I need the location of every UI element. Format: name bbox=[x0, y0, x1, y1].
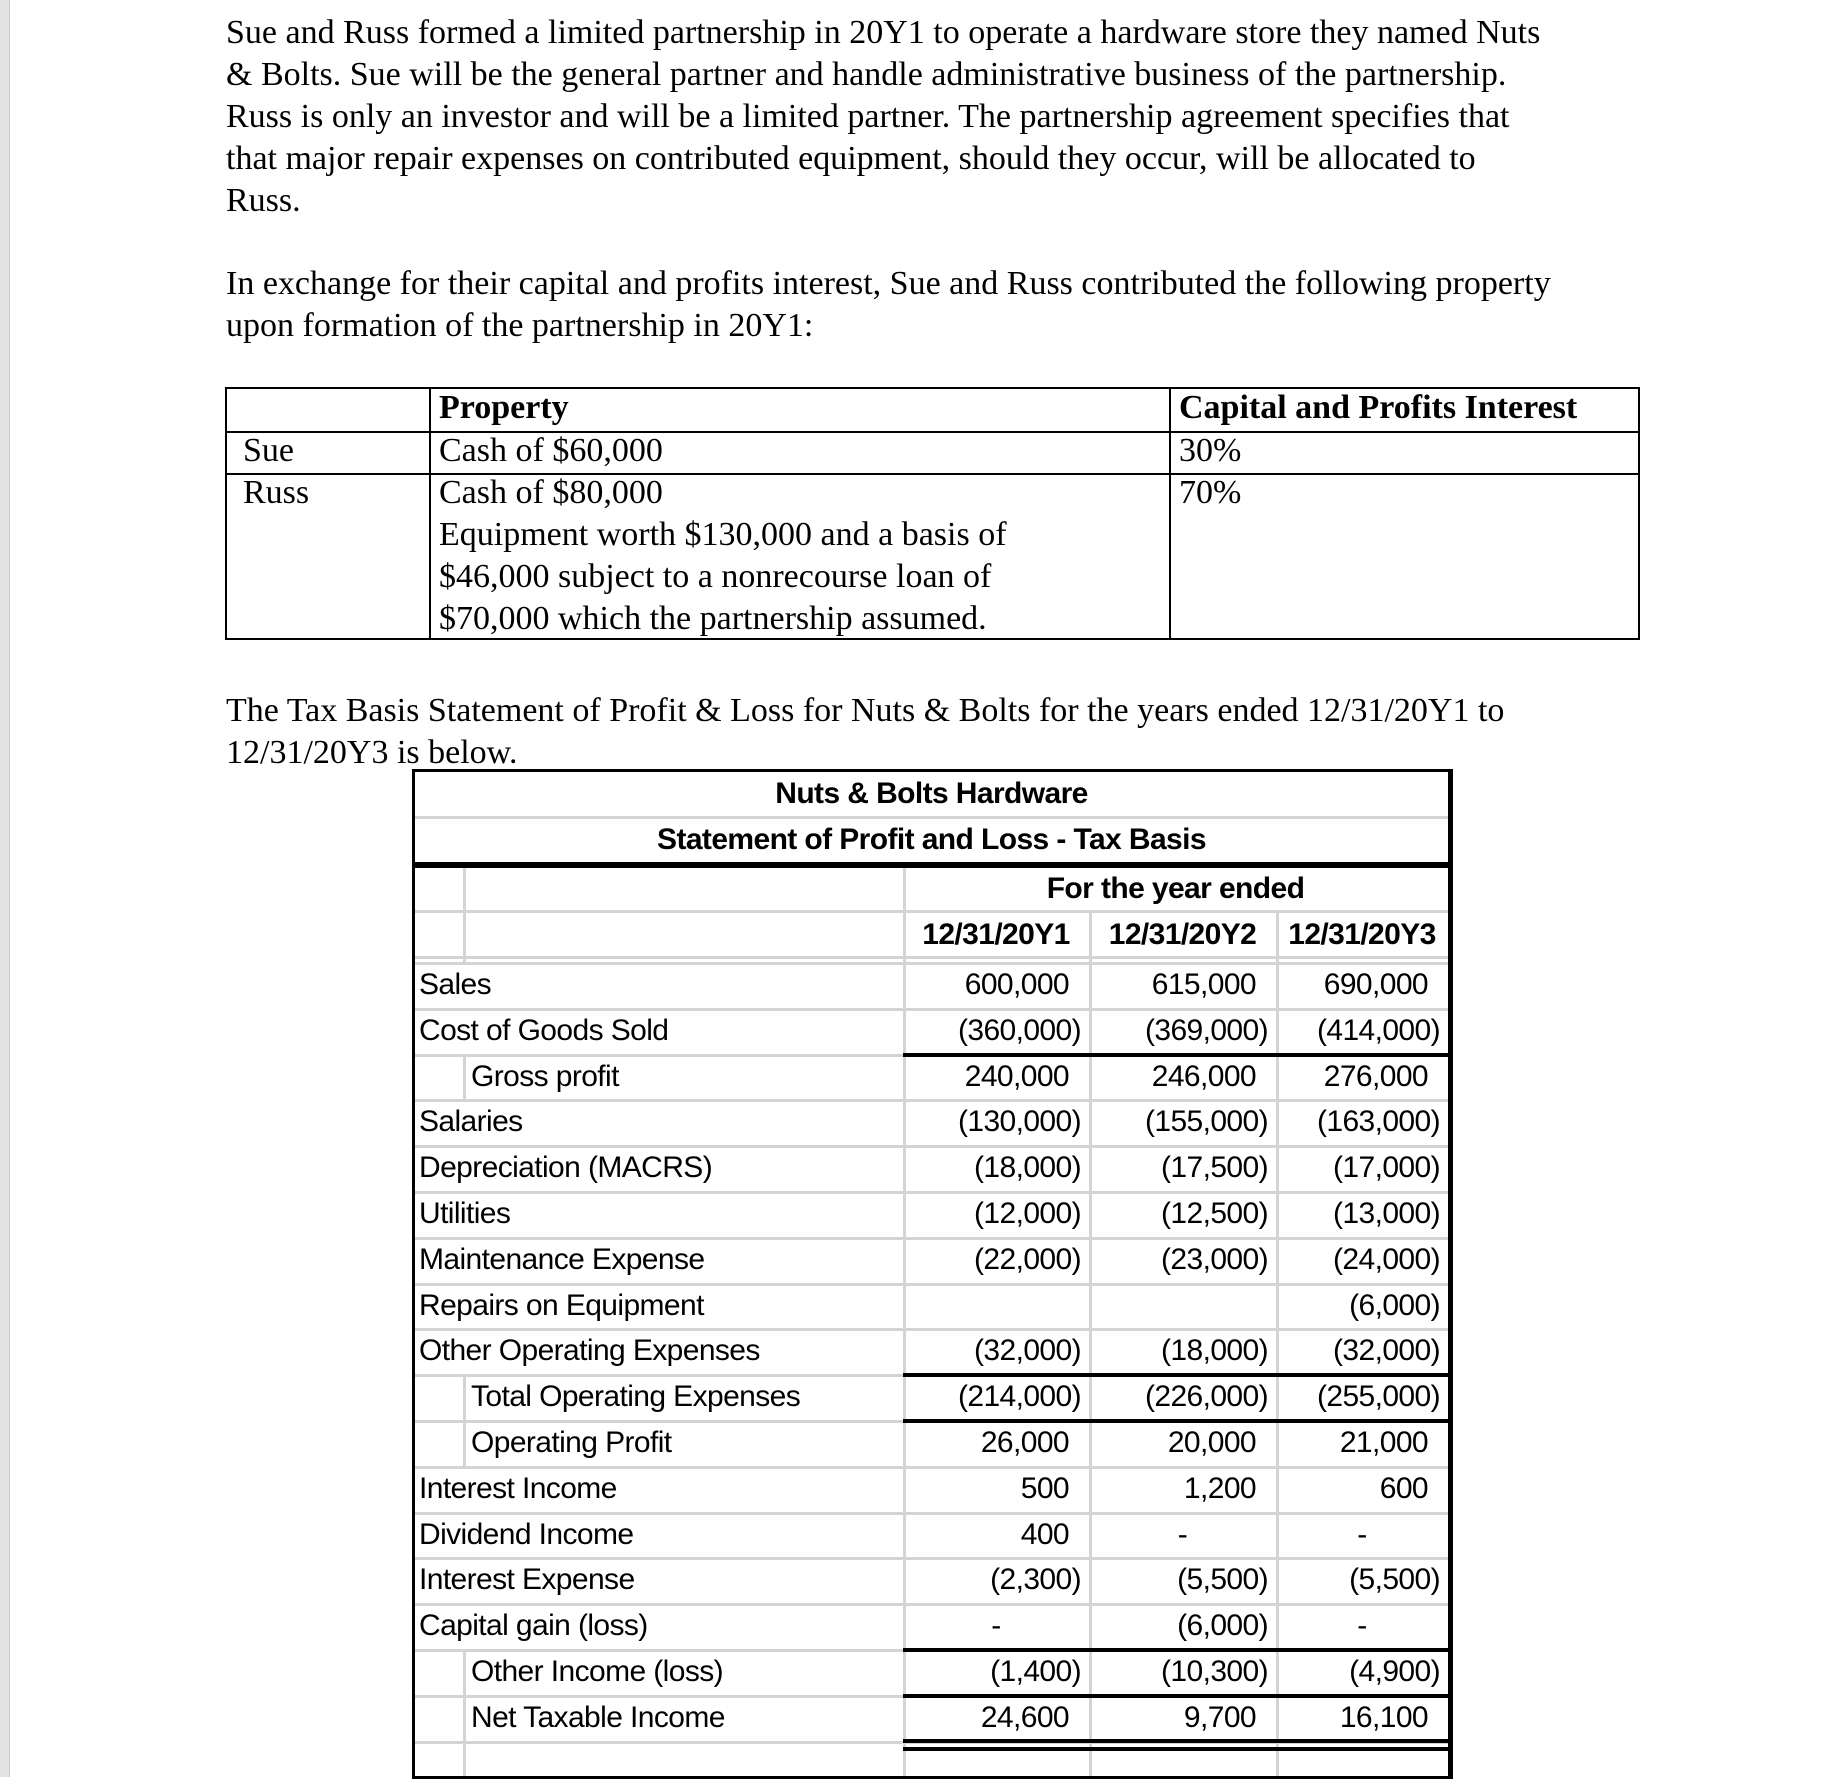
value-cell: 24,600 bbox=[980, 1701, 1069, 1734]
value-cell: (24,000) bbox=[1333, 1243, 1440, 1276]
contribution-paragraph bbox=[226, 263, 1666, 347]
intro-paragraph bbox=[226, 12, 1666, 222]
contribution-table bbox=[225, 387, 1640, 640]
row-label: Interest Expense bbox=[419, 1563, 635, 1596]
value-cell: - bbox=[1177, 1518, 1188, 1551]
text-line: Russ is only an investor and will be a limited partner. The partnership agreement specifies that bbox=[226, 98, 1510, 135]
page-edge bbox=[0, 0, 10, 1777]
partner-name: Russ bbox=[243, 474, 310, 511]
column-divider bbox=[429, 389, 431, 638]
property-line: Cash of $60,000 bbox=[439, 432, 663, 469]
row-label: Gross profit bbox=[471, 1060, 619, 1093]
text-line: that major repair expenses on contributed equipment, should they occur, will be allocated to bbox=[226, 140, 1476, 177]
value-cell: (414,000) bbox=[1316, 1014, 1440, 1047]
interest-value: 30% bbox=[1179, 432, 1242, 469]
property-line: Cash of $80,000 bbox=[439, 474, 663, 511]
text-line: In exchange for their capital and profits interest, Sue and Russ contributed the following property bbox=[226, 265, 1551, 302]
value-cell: 246,000 bbox=[1151, 1060, 1256, 1093]
gridline bbox=[463, 868, 466, 962]
value-cell: (4,900) bbox=[1349, 1655, 1440, 1688]
value-cell: (5,500) bbox=[1349, 1563, 1440, 1596]
value-cell: (163,000) bbox=[1316, 1105, 1440, 1138]
value-cell: (12,000) bbox=[974, 1197, 1081, 1230]
value-cell: (1,400) bbox=[990, 1655, 1081, 1688]
property-line: $70,000 which the partnership assumed. bbox=[439, 600, 987, 637]
value-cell: (12,500) bbox=[1161, 1197, 1268, 1230]
row-label: Capital gain (loss) bbox=[419, 1609, 648, 1642]
value-cell: 600,000 bbox=[964, 968, 1069, 1001]
value-cell: (32,000) bbox=[974, 1334, 1081, 1367]
value-cell: 21,000 bbox=[1339, 1426, 1428, 1459]
row-label: Total Operating Expenses bbox=[471, 1380, 801, 1413]
row-label: Salaries bbox=[419, 1105, 523, 1138]
value-cell: 615,000 bbox=[1151, 968, 1256, 1001]
row-label: Cost of Goods Sold bbox=[419, 1014, 669, 1047]
header-property: Property bbox=[439, 389, 569, 426]
value-cell: 276,000 bbox=[1323, 1060, 1428, 1093]
period-header: For the year ended bbox=[1046, 872, 1305, 905]
value-cell: 1,200 bbox=[1183, 1472, 1256, 1505]
value-cell: 240,000 bbox=[964, 1060, 1069, 1093]
value-cell: (360,000) bbox=[957, 1014, 1081, 1047]
value-cell: (32,000) bbox=[1333, 1334, 1440, 1367]
value-cell: 400 bbox=[1020, 1518, 1069, 1551]
value-cell: (255,000) bbox=[1316, 1380, 1440, 1413]
value-cell: (13,000) bbox=[1333, 1197, 1440, 1230]
value-cell: (130,000) bbox=[957, 1105, 1081, 1138]
value-cell: (2,300) bbox=[990, 1563, 1081, 1596]
statement-intro-paragraph bbox=[226, 690, 1666, 774]
row-label: Utilities bbox=[419, 1197, 511, 1230]
text-line: upon formation of the partnership in 20Y1: bbox=[226, 307, 814, 344]
value-cell: (5,500) bbox=[1177, 1563, 1268, 1596]
statement-subtitle: Statement of Profit and Loss - Tax Basis bbox=[657, 823, 1206, 856]
gridline bbox=[463, 1054, 466, 1100]
value-cell: - bbox=[1357, 1518, 1367, 1551]
gridline bbox=[463, 1695, 466, 1741]
property-line: Equipment worth $130,000 and a basis of bbox=[439, 516, 1007, 553]
value-cell: (17,000) bbox=[1333, 1151, 1440, 1184]
value-cell: (17,500) bbox=[1161, 1151, 1268, 1184]
row-label: Net Taxable Income bbox=[471, 1701, 725, 1734]
interest-value: 70% bbox=[1179, 474, 1242, 511]
statement-title: Nuts & Bolts Hardware bbox=[775, 777, 1088, 810]
value-cell: (155,000) bbox=[1144, 1105, 1268, 1138]
value-cell: 690,000 bbox=[1323, 968, 1428, 1001]
value-cell: 26,000 bbox=[980, 1426, 1069, 1459]
gridline bbox=[463, 1374, 466, 1420]
value-cell: (6,000) bbox=[1349, 1289, 1440, 1322]
value-cell: - bbox=[1357, 1609, 1367, 1642]
text-line: & Bolts. Sue will be the general partner and handle administrative business of the partnership. bbox=[226, 56, 1507, 93]
value-cell: (18,000) bbox=[1161, 1334, 1268, 1367]
row-label: Operating Profit bbox=[471, 1426, 672, 1459]
value-cell: - bbox=[991, 1609, 1001, 1642]
gridline bbox=[463, 1649, 466, 1695]
value-cell: (226,000) bbox=[1144, 1380, 1268, 1413]
value-cell: (18,000) bbox=[974, 1151, 1081, 1184]
text-line: The Tax Basis Statement of Profit & Loss for Nuts & Bolts for the years ended 12/31/20Y1 to bbox=[226, 692, 1505, 729]
partner-name: Sue bbox=[243, 432, 294, 469]
value-cell: 20,000 bbox=[1167, 1426, 1256, 1459]
row-label: Depreciation (MACRS) bbox=[419, 1151, 713, 1184]
text-line: Russ. bbox=[226, 182, 301, 219]
gridline bbox=[463, 1741, 466, 1776]
property-line: $46,000 subject to a nonrecourse loan of bbox=[439, 558, 992, 595]
value-cell: 600 bbox=[1379, 1472, 1428, 1505]
gridline bbox=[463, 1420, 466, 1466]
text-line: Sue and Russ formed a limited partnership in 20Y1 to operate a hardware store they named Nuts bbox=[226, 14, 1541, 51]
value-cell: (22,000) bbox=[974, 1243, 1081, 1276]
value-cell: (23,000) bbox=[1161, 1243, 1268, 1276]
double-rule bbox=[903, 1747, 1448, 1751]
value-cell: (6,000) bbox=[1177, 1609, 1268, 1642]
row-label: Interest Income bbox=[419, 1472, 617, 1505]
row-label: Other Income (loss) bbox=[471, 1655, 724, 1688]
value-cell: 9,700 bbox=[1183, 1701, 1256, 1734]
text-line: 12/31/20Y3 is below. bbox=[226, 734, 518, 771]
column-divider bbox=[1169, 389, 1171, 638]
value-cell: (369,000) bbox=[1144, 1014, 1268, 1047]
row-label: Dividend Income bbox=[419, 1518, 634, 1551]
column-header-y2: 12/31/20Y2 bbox=[1108, 918, 1257, 951]
column-header-y3: 12/31/20Y3 bbox=[1288, 918, 1436, 951]
row-label: Repairs on Equipment bbox=[419, 1289, 704, 1322]
row-label: Sales bbox=[419, 968, 492, 1001]
row-label: Maintenance Expense bbox=[419, 1243, 705, 1276]
profit-loss-statement bbox=[412, 769, 1453, 1779]
header-interest: Capital and Profits Interest bbox=[1179, 389, 1578, 426]
value-cell: 500 bbox=[1020, 1472, 1069, 1505]
value-cell: (214,000) bbox=[957, 1380, 1081, 1413]
value-cell: (10,300) bbox=[1161, 1655, 1268, 1688]
row-label: Other Operating Expenses bbox=[419, 1334, 760, 1367]
column-header-y1: 12/31/20Y1 bbox=[922, 918, 1070, 951]
value-cell: 16,100 bbox=[1339, 1701, 1428, 1734]
